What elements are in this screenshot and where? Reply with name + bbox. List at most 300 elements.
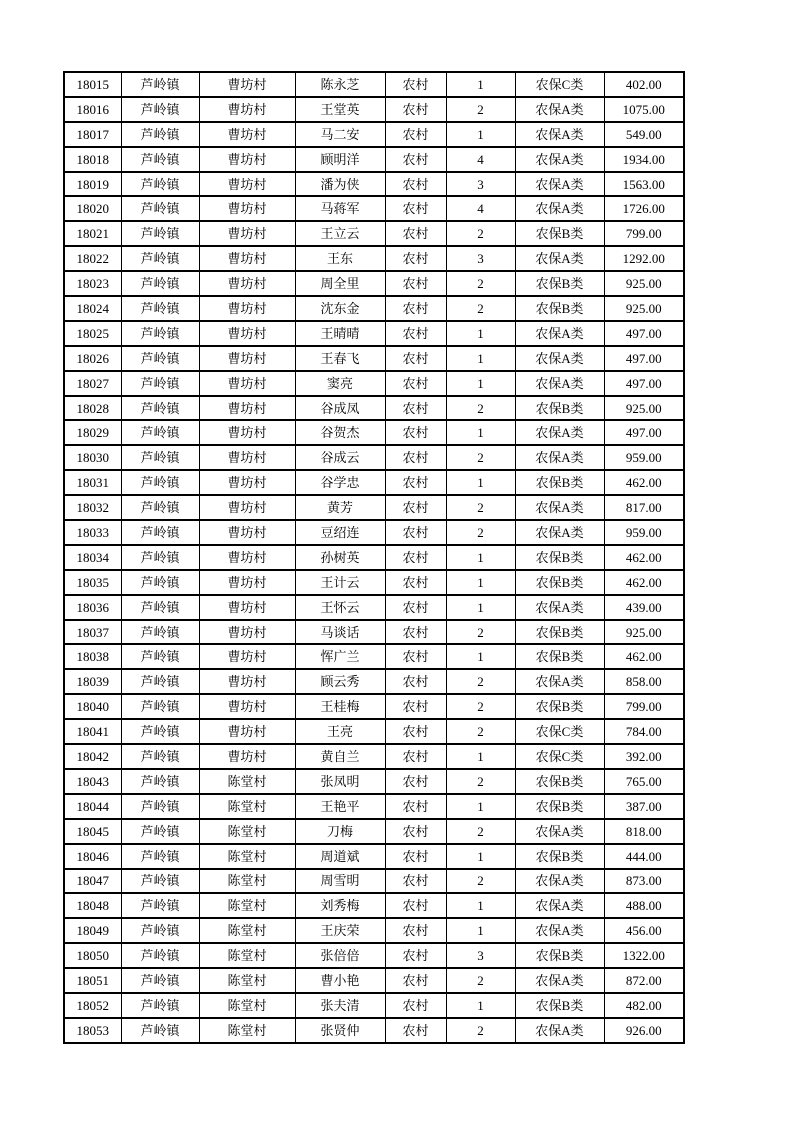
cell-insurance-category: 农保A类 bbox=[515, 869, 604, 894]
cell-person-name: 曹小艳 bbox=[295, 968, 385, 993]
cell-insurance-category: 农保B类 bbox=[515, 620, 604, 645]
cell-town: 芦岭镇 bbox=[121, 97, 199, 122]
cell-residence-type: 农村 bbox=[385, 246, 446, 271]
cell-insurance-category: 农保A类 bbox=[515, 918, 604, 943]
cell-town: 芦岭镇 bbox=[121, 893, 199, 918]
cell-person-name: 陈永芝 bbox=[295, 72, 385, 97]
table-row bbox=[64, 196, 684, 221]
cell-insurance-category: 农保C类 bbox=[515, 744, 604, 769]
cell-village: 陈堂村 bbox=[199, 993, 295, 1018]
cell-town: 芦岭镇 bbox=[121, 819, 199, 844]
cell-person-count: 1 bbox=[446, 545, 515, 570]
cell-insurance-category: 农保B类 bbox=[515, 769, 604, 794]
cell-amount: 1563.00 bbox=[604, 172, 684, 197]
table-row bbox=[64, 595, 684, 620]
cell-village: 曹坊村 bbox=[199, 196, 295, 221]
cell-village: 曹坊村 bbox=[199, 495, 295, 520]
cell-serial: 18038 bbox=[64, 644, 121, 669]
cell-village: 曹坊村 bbox=[199, 172, 295, 197]
cell-person-count: 1 bbox=[446, 72, 515, 97]
cell-serial: 18025 bbox=[64, 321, 121, 346]
cell-person-count: 2 bbox=[446, 1018, 515, 1043]
cell-person-name: 张夫清 bbox=[295, 993, 385, 1018]
cell-residence-type: 农村 bbox=[385, 122, 446, 147]
cell-village: 曹坊村 bbox=[199, 346, 295, 371]
cell-village: 陈堂村 bbox=[199, 844, 295, 869]
cell-village: 曹坊村 bbox=[199, 246, 295, 271]
cell-serial: 18050 bbox=[64, 943, 121, 968]
cell-insurance-category: 农保B类 bbox=[515, 844, 604, 869]
cell-amount: 488.00 bbox=[604, 893, 684, 918]
cell-serial: 18053 bbox=[64, 1018, 121, 1043]
cell-residence-type: 农村 bbox=[385, 97, 446, 122]
table-row bbox=[64, 570, 684, 595]
cell-village: 曹坊村 bbox=[199, 371, 295, 396]
cell-person-name: 谷贺杰 bbox=[295, 420, 385, 445]
cell-village: 曹坊村 bbox=[199, 147, 295, 172]
cell-amount: 462.00 bbox=[604, 570, 684, 595]
cell-village: 陈堂村 bbox=[199, 943, 295, 968]
cell-person-name: 谷成云 bbox=[295, 445, 385, 470]
cell-serial: 18031 bbox=[64, 470, 121, 495]
cell-amount: 959.00 bbox=[604, 520, 684, 545]
cell-person-count: 1 bbox=[446, 371, 515, 396]
cell-residence-type: 农村 bbox=[385, 545, 446, 570]
cell-amount: 926.00 bbox=[604, 1018, 684, 1043]
cell-person-name: 王立云 bbox=[295, 221, 385, 246]
cell-village: 曹坊村 bbox=[199, 296, 295, 321]
cell-serial: 18049 bbox=[64, 918, 121, 943]
cell-town: 芦岭镇 bbox=[121, 221, 199, 246]
cell-insurance-category: 农保A类 bbox=[515, 196, 604, 221]
cell-person-name: 王桂梅 bbox=[295, 694, 385, 719]
cell-person-count: 3 bbox=[446, 943, 515, 968]
cell-person-name: 豆绍连 bbox=[295, 520, 385, 545]
cell-amount: 925.00 bbox=[604, 296, 684, 321]
cell-town: 芦岭镇 bbox=[121, 196, 199, 221]
cell-person-count: 1 bbox=[446, 918, 515, 943]
cell-town: 芦岭镇 bbox=[121, 595, 199, 620]
cell-village: 陈堂村 bbox=[199, 794, 295, 819]
cell-person-count: 1 bbox=[446, 744, 515, 769]
cell-village: 曹坊村 bbox=[199, 620, 295, 645]
table-row bbox=[64, 520, 684, 545]
cell-residence-type: 农村 bbox=[385, 570, 446, 595]
cell-person-count: 2 bbox=[446, 221, 515, 246]
cell-amount: 497.00 bbox=[604, 420, 684, 445]
cell-village: 曹坊村 bbox=[199, 644, 295, 669]
cell-serial: 18040 bbox=[64, 694, 121, 719]
cell-person-name: 王计云 bbox=[295, 570, 385, 595]
cell-person-count: 2 bbox=[446, 97, 515, 122]
table-row bbox=[64, 769, 684, 794]
cell-town: 芦岭镇 bbox=[121, 495, 199, 520]
cell-insurance-category: 农保A类 bbox=[515, 669, 604, 694]
cell-serial: 18052 bbox=[64, 993, 121, 1018]
cell-amount: 497.00 bbox=[604, 321, 684, 346]
cell-amount: 784.00 bbox=[604, 719, 684, 744]
cell-town: 芦岭镇 bbox=[121, 122, 199, 147]
cell-town: 芦岭镇 bbox=[121, 396, 199, 421]
cell-village: 曹坊村 bbox=[199, 669, 295, 694]
cell-residence-type: 农村 bbox=[385, 744, 446, 769]
cell-residence-type: 农村 bbox=[385, 844, 446, 869]
cell-village: 曹坊村 bbox=[199, 122, 295, 147]
cell-person-count: 1 bbox=[446, 346, 515, 371]
cell-village: 曹坊村 bbox=[199, 570, 295, 595]
cell-insurance-category: 农保B类 bbox=[515, 296, 604, 321]
cell-town: 芦岭镇 bbox=[121, 346, 199, 371]
cell-residence-type: 农村 bbox=[385, 1018, 446, 1043]
cell-residence-type: 农村 bbox=[385, 769, 446, 794]
cell-person-count: 2 bbox=[446, 669, 515, 694]
table-row bbox=[64, 694, 684, 719]
table-row bbox=[64, 72, 684, 97]
cell-town: 芦岭镇 bbox=[121, 296, 199, 321]
cell-town: 芦岭镇 bbox=[121, 371, 199, 396]
cell-residence-type: 农村 bbox=[385, 993, 446, 1018]
cell-insurance-category: 农保A类 bbox=[515, 595, 604, 620]
cell-residence-type: 农村 bbox=[385, 794, 446, 819]
table-row bbox=[64, 869, 684, 894]
cell-amount: 497.00 bbox=[604, 371, 684, 396]
cell-town: 芦岭镇 bbox=[121, 420, 199, 445]
cell-town: 芦岭镇 bbox=[121, 545, 199, 570]
cell-residence-type: 农村 bbox=[385, 271, 446, 296]
cell-residence-type: 农村 bbox=[385, 520, 446, 545]
cell-insurance-category: 农保B类 bbox=[515, 470, 604, 495]
cell-amount: 799.00 bbox=[604, 694, 684, 719]
cell-residence-type: 农村 bbox=[385, 296, 446, 321]
cell-residence-type: 农村 bbox=[385, 644, 446, 669]
table-body bbox=[64, 72, 684, 1043]
table-row bbox=[64, 97, 684, 122]
cell-amount: 925.00 bbox=[604, 396, 684, 421]
cell-insurance-category: 农保B类 bbox=[515, 221, 604, 246]
cell-person-name: 黄自兰 bbox=[295, 744, 385, 769]
cell-insurance-category: 农保A类 bbox=[515, 346, 604, 371]
cell-person-count: 1 bbox=[446, 794, 515, 819]
cell-person-count: 2 bbox=[446, 296, 515, 321]
cell-town: 芦岭镇 bbox=[121, 321, 199, 346]
cell-village: 曹坊村 bbox=[199, 719, 295, 744]
table-row bbox=[64, 321, 684, 346]
cell-amount: 1322.00 bbox=[604, 943, 684, 968]
cell-serial: 18039 bbox=[64, 669, 121, 694]
cell-serial: 18046 bbox=[64, 844, 121, 869]
table-row bbox=[64, 1018, 684, 1043]
cell-serial: 18016 bbox=[64, 97, 121, 122]
cell-person-count: 2 bbox=[446, 445, 515, 470]
cell-serial: 18041 bbox=[64, 719, 121, 744]
cell-person-name: 刘秀梅 bbox=[295, 893, 385, 918]
cell-serial: 18020 bbox=[64, 196, 121, 221]
cell-town: 芦岭镇 bbox=[121, 918, 199, 943]
table-row bbox=[64, 669, 684, 694]
table-row bbox=[64, 221, 684, 246]
cell-village: 陈堂村 bbox=[199, 869, 295, 894]
cell-village: 曹坊村 bbox=[199, 271, 295, 296]
cell-residence-type: 农村 bbox=[385, 620, 446, 645]
cell-serial: 18026 bbox=[64, 346, 121, 371]
cell-person-count: 2 bbox=[446, 271, 515, 296]
cell-person-count: 2 bbox=[446, 869, 515, 894]
cell-amount: 1726.00 bbox=[604, 196, 684, 221]
cell-person-count: 4 bbox=[446, 196, 515, 221]
cell-village: 陈堂村 bbox=[199, 769, 295, 794]
cell-village: 曹坊村 bbox=[199, 470, 295, 495]
cell-person-name: 周全里 bbox=[295, 271, 385, 296]
cell-person-name: 窦亮 bbox=[295, 371, 385, 396]
table-row bbox=[64, 744, 684, 769]
cell-insurance-category: 农保A类 bbox=[515, 172, 604, 197]
cell-town: 芦岭镇 bbox=[121, 72, 199, 97]
cell-serial: 18047 bbox=[64, 869, 121, 894]
cell-residence-type: 农村 bbox=[385, 968, 446, 993]
cell-person-name: 黄芳 bbox=[295, 495, 385, 520]
cell-town: 芦岭镇 bbox=[121, 620, 199, 645]
cell-serial: 18027 bbox=[64, 371, 121, 396]
cell-amount: 959.00 bbox=[604, 445, 684, 470]
cell-amount: 392.00 bbox=[604, 744, 684, 769]
table-row bbox=[64, 246, 684, 271]
cell-person-count: 1 bbox=[446, 595, 515, 620]
cell-town: 芦岭镇 bbox=[121, 968, 199, 993]
cell-residence-type: 农村 bbox=[385, 420, 446, 445]
cell-amount: 462.00 bbox=[604, 470, 684, 495]
cell-village: 陈堂村 bbox=[199, 819, 295, 844]
cell-person-count: 1 bbox=[446, 420, 515, 445]
table-row bbox=[64, 794, 684, 819]
cell-insurance-category: 农保A类 bbox=[515, 122, 604, 147]
table-row bbox=[64, 296, 684, 321]
cell-serial: 18033 bbox=[64, 520, 121, 545]
cell-serial: 18030 bbox=[64, 445, 121, 470]
cell-person-count: 1 bbox=[446, 570, 515, 595]
cell-serial: 18024 bbox=[64, 296, 121, 321]
cell-insurance-category: 农保B类 bbox=[515, 271, 604, 296]
cell-insurance-category: 农保A类 bbox=[515, 420, 604, 445]
cell-town: 芦岭镇 bbox=[121, 769, 199, 794]
cell-amount: 549.00 bbox=[604, 122, 684, 147]
cell-insurance-category: 农保A类 bbox=[515, 1018, 604, 1043]
cell-person-count: 2 bbox=[446, 968, 515, 993]
cell-town: 芦岭镇 bbox=[121, 943, 199, 968]
cell-town: 芦岭镇 bbox=[121, 147, 199, 172]
cell-insurance-category: 农保B类 bbox=[515, 570, 604, 595]
cell-residence-type: 农村 bbox=[385, 396, 446, 421]
cell-town: 芦岭镇 bbox=[121, 794, 199, 819]
cell-residence-type: 农村 bbox=[385, 893, 446, 918]
cell-serial: 18017 bbox=[64, 122, 121, 147]
cell-insurance-category: 农保A类 bbox=[515, 371, 604, 396]
cell-person-count: 2 bbox=[446, 495, 515, 520]
cell-insurance-category: 农保A类 bbox=[515, 893, 604, 918]
cell-insurance-category: 农保A类 bbox=[515, 147, 604, 172]
cell-serial: 18021 bbox=[64, 221, 121, 246]
cell-town: 芦岭镇 bbox=[121, 172, 199, 197]
cell-insurance-category: 农保B类 bbox=[515, 694, 604, 719]
cell-person-count: 2 bbox=[446, 819, 515, 844]
cell-residence-type: 农村 bbox=[385, 221, 446, 246]
table-row bbox=[64, 495, 684, 520]
cell-residence-type: 农村 bbox=[385, 943, 446, 968]
cell-village: 曹坊村 bbox=[199, 545, 295, 570]
cell-person-count: 1 bbox=[446, 122, 515, 147]
cell-insurance-category: 农保A类 bbox=[515, 819, 604, 844]
cell-person-count: 1 bbox=[446, 844, 515, 869]
cell-person-count: 2 bbox=[446, 620, 515, 645]
cell-insurance-category: 农保B类 bbox=[515, 644, 604, 669]
table-row bbox=[64, 620, 684, 645]
cell-village: 曹坊村 bbox=[199, 72, 295, 97]
cell-amount: 456.00 bbox=[604, 918, 684, 943]
cell-person-name: 张贤仲 bbox=[295, 1018, 385, 1043]
cell-serial: 18037 bbox=[64, 620, 121, 645]
cell-amount: 497.00 bbox=[604, 346, 684, 371]
cell-serial: 18034 bbox=[64, 545, 121, 570]
cell-village: 曹坊村 bbox=[199, 396, 295, 421]
cell-amount: 765.00 bbox=[604, 769, 684, 794]
table-row bbox=[64, 918, 684, 943]
cell-village: 曹坊村 bbox=[199, 445, 295, 470]
cell-insurance-category: 农保B类 bbox=[515, 943, 604, 968]
cell-insurance-category: 农保B类 bbox=[515, 993, 604, 1018]
cell-person-count: 2 bbox=[446, 396, 515, 421]
cell-insurance-category: 农保A类 bbox=[515, 968, 604, 993]
cell-amount: 818.00 bbox=[604, 819, 684, 844]
cell-residence-type: 农村 bbox=[385, 321, 446, 346]
table-row bbox=[64, 644, 684, 669]
cell-residence-type: 农村 bbox=[385, 172, 446, 197]
table-row bbox=[64, 396, 684, 421]
cell-person-count: 1 bbox=[446, 644, 515, 669]
cell-person-name: 王怀云 bbox=[295, 595, 385, 620]
cell-person-count: 2 bbox=[446, 719, 515, 744]
cell-person-name: 顾云秀 bbox=[295, 669, 385, 694]
cell-amount: 858.00 bbox=[604, 669, 684, 694]
cell-insurance-category: 农保B类 bbox=[515, 545, 604, 570]
cell-person-name: 孙树英 bbox=[295, 545, 385, 570]
cell-residence-type: 农村 bbox=[385, 719, 446, 744]
table-row bbox=[64, 122, 684, 147]
cell-town: 芦岭镇 bbox=[121, 271, 199, 296]
cell-town: 芦岭镇 bbox=[121, 520, 199, 545]
cell-amount: 387.00 bbox=[604, 794, 684, 819]
cell-serial: 18022 bbox=[64, 246, 121, 271]
cell-insurance-category: 农保A类 bbox=[515, 495, 604, 520]
table-row bbox=[64, 271, 684, 296]
cell-amount: 925.00 bbox=[604, 620, 684, 645]
cell-residence-type: 农村 bbox=[385, 595, 446, 620]
cell-amount: 1292.00 bbox=[604, 246, 684, 271]
cell-person-name: 王堂英 bbox=[295, 97, 385, 122]
table-row bbox=[64, 993, 684, 1018]
cell-person-name: 周雪明 bbox=[295, 869, 385, 894]
cell-person-count: 4 bbox=[446, 147, 515, 172]
cell-town: 芦岭镇 bbox=[121, 1018, 199, 1043]
cell-village: 曹坊村 bbox=[199, 595, 295, 620]
cell-town: 芦岭镇 bbox=[121, 719, 199, 744]
cell-residence-type: 农村 bbox=[385, 346, 446, 371]
cell-serial: 18018 bbox=[64, 147, 121, 172]
cell-serial: 18044 bbox=[64, 794, 121, 819]
cell-serial: 18048 bbox=[64, 893, 121, 918]
table-row bbox=[64, 844, 684, 869]
cell-serial: 18032 bbox=[64, 495, 121, 520]
cell-person-name: 顾明洋 bbox=[295, 147, 385, 172]
cell-serial: 18023 bbox=[64, 271, 121, 296]
cell-residence-type: 农村 bbox=[385, 694, 446, 719]
cell-amount: 873.00 bbox=[604, 869, 684, 894]
cell-residence-type: 农村 bbox=[385, 72, 446, 97]
cell-village: 陈堂村 bbox=[199, 918, 295, 943]
cell-village: 曹坊村 bbox=[199, 221, 295, 246]
cell-town: 芦岭镇 bbox=[121, 246, 199, 271]
cell-amount: 1934.00 bbox=[604, 147, 684, 172]
cell-town: 芦岭镇 bbox=[121, 570, 199, 595]
cell-person-name: 谷成凤 bbox=[295, 396, 385, 421]
cell-village: 曹坊村 bbox=[199, 744, 295, 769]
table-row bbox=[64, 545, 684, 570]
cell-insurance-category: 农保C类 bbox=[515, 72, 604, 97]
cell-residence-type: 农村 bbox=[385, 669, 446, 694]
table-row bbox=[64, 968, 684, 993]
cell-insurance-category: 农保A类 bbox=[515, 246, 604, 271]
cell-residence-type: 农村 bbox=[385, 147, 446, 172]
cell-person-count: 2 bbox=[446, 694, 515, 719]
cell-village: 曹坊村 bbox=[199, 321, 295, 346]
cell-person-name: 马谈话 bbox=[295, 620, 385, 645]
cell-amount: 817.00 bbox=[604, 495, 684, 520]
table-row bbox=[64, 719, 684, 744]
cell-insurance-category: 农保A类 bbox=[515, 445, 604, 470]
data-table bbox=[63, 71, 685, 1044]
cell-person-count: 1 bbox=[446, 893, 515, 918]
cell-residence-type: 农村 bbox=[385, 196, 446, 221]
cell-serial: 18019 bbox=[64, 172, 121, 197]
cell-insurance-category: 农保A类 bbox=[515, 97, 604, 122]
cell-person-count: 1 bbox=[446, 470, 515, 495]
cell-amount: 1075.00 bbox=[604, 97, 684, 122]
cell-amount: 439.00 bbox=[604, 595, 684, 620]
table-row bbox=[64, 893, 684, 918]
cell-town: 芦岭镇 bbox=[121, 993, 199, 1018]
cell-person-count: 2 bbox=[446, 520, 515, 545]
cell-residence-type: 农村 bbox=[385, 371, 446, 396]
cell-residence-type: 农村 bbox=[385, 495, 446, 520]
cell-town: 芦岭镇 bbox=[121, 644, 199, 669]
cell-insurance-category: 农保A类 bbox=[515, 321, 604, 346]
cell-serial: 18029 bbox=[64, 420, 121, 445]
cell-insurance-category: 农保C类 bbox=[515, 719, 604, 744]
cell-residence-type: 农村 bbox=[385, 819, 446, 844]
cell-person-name: 王春飞 bbox=[295, 346, 385, 371]
cell-village: 曹坊村 bbox=[199, 420, 295, 445]
cell-amount: 872.00 bbox=[604, 968, 684, 993]
table-row bbox=[64, 371, 684, 396]
cell-serial: 18036 bbox=[64, 595, 121, 620]
cell-amount: 402.00 bbox=[604, 72, 684, 97]
cell-person-name: 潘为侠 bbox=[295, 172, 385, 197]
cell-serial: 18045 bbox=[64, 819, 121, 844]
cell-village: 陈堂村 bbox=[199, 968, 295, 993]
cell-serial: 18028 bbox=[64, 396, 121, 421]
cell-village: 曹坊村 bbox=[199, 694, 295, 719]
cell-amount: 444.00 bbox=[604, 844, 684, 869]
table-row bbox=[64, 819, 684, 844]
cell-serial: 18043 bbox=[64, 769, 121, 794]
